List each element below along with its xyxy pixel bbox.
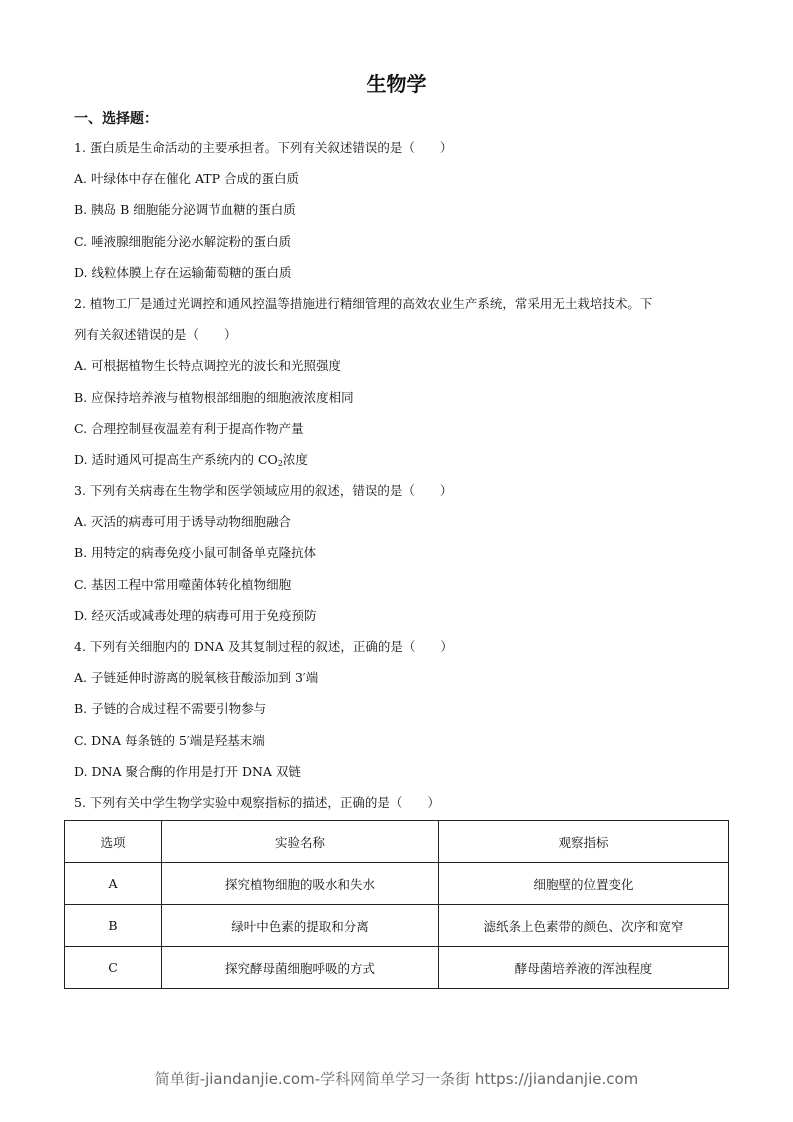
table-cell: A [65, 863, 162, 905]
question-2-option-c: C. 合理控制昼夜温差有利于提高作物产量 [74, 420, 304, 436]
table-cell: 细胞壁的位置变化 [439, 863, 729, 905]
question-2-option-d [74, 444, 734, 475]
question-2-stem-line2: 列有关叙述错误的是（ ） [74, 327, 237, 343]
table-header: 选项 [65, 821, 162, 863]
table-row [65, 947, 729, 989]
question-5-stem: 5. 下列有关中学生物学实验中观察指标的描述，正确的是（ ） [74, 794, 440, 810]
question-4-option-d: D. DNA 聚合酶的作用是打开 DNA 双链 [74, 763, 301, 779]
question-3-option-c: C. 基因工程中常用噬菌体转化植物细胞 [74, 576, 292, 592]
question-4-option-b: B. 子链的合成过程不需要引物参与 [74, 701, 267, 717]
table-header: 观察指标 [439, 821, 729, 863]
table-row [65, 905, 729, 947]
table-cell: 酵母菌培养液的浑浊程度 [439, 947, 729, 989]
table-cell: 滤纸条上色素带的颜色、次序和宽窄 [439, 905, 729, 947]
option-d-text: D. 适时通风可提高生产系统内的 CO [74, 451, 278, 467]
experiment-table [64, 820, 729, 989]
subscript: 2 [277, 458, 283, 468]
question-1-stem: 1. 蛋白质是生命活动的主要承担者。下列有关叙述错误的是（ ） [74, 140, 453, 155]
table-header: 实验名称 [162, 821, 439, 863]
table-cell: B [65, 905, 162, 947]
question-3-option-d: D. 经灭活或减毒处理的病毒可用于免疫预防 [74, 607, 317, 623]
table-cell: C [65, 947, 162, 989]
question-2-stem-line1: 2. 植物工厂是通过光调控和通风控温等措施进行精细管理的高效农业生产系统，常采用无土栽培技术。下 [74, 295, 653, 311]
section-heading: 一、选择题： [74, 111, 158, 127]
table-header-row [65, 821, 729, 863]
table-row [65, 863, 729, 905]
question-1-option-d: D. 线粒体膜上存在运输葡萄糖的蛋白质 [74, 264, 292, 280]
question-3-stem: 3. 下列有关病毒在生物学和医学领域应用的叙述，错误的是（ ） [74, 483, 453, 499]
question-2-option-b: B. 应保持培养液与植物根部细胞的细胞液浓度相同 [74, 389, 354, 405]
question-4-option-a: A. 子链延伸时游离的脱氧核苷酸添加到 3′端 [74, 670, 319, 686]
question-1-option-c: C. 唾液腺细胞能分泌水解淀粉的蛋白质 [74, 233, 292, 249]
question-1-option-a: A. 叶绿体中存在催化 ATP 合成的蛋白质 [74, 171, 300, 187]
question-4-option-c: C. DNA 每条链的 5′端是羟基末端 [74, 732, 265, 748]
question-1-option-b: B. 胰岛 B 细胞能分泌调节血糖的蛋白质 [74, 202, 296, 218]
question-3-option-b: B. 用特定的病毒免疫小鼠可制备单克隆抗体 [74, 545, 317, 561]
question-3-option-a: A. 灭活的病毒可用于诱导动物细胞融合 [74, 514, 291, 530]
table-cell: 探究酵母菌细胞呼吸的方式 [162, 947, 439, 989]
questions [74, 132, 734, 818]
table-cell: 绿叶中色素的提取和分离 [162, 905, 439, 947]
footer-watermark: 简单街-jiandanjie.com-学科网简单学习一条街 https://jiandanjie.com [154, 1070, 639, 1088]
table-cell: 探究植物细胞的吸水和失水 [162, 863, 439, 905]
page-title: 生物学 [366, 72, 427, 96]
option-d-text-end: 浓度 [282, 451, 308, 467]
question-4-stem: 4. 下列有关细胞内的 DNA 及其复制过程的叙述，正确的是（ ） [74, 639, 453, 654]
question-2-option-a: A. 可根据植物生长特点调控光的波长和光照强度 [74, 358, 341, 374]
